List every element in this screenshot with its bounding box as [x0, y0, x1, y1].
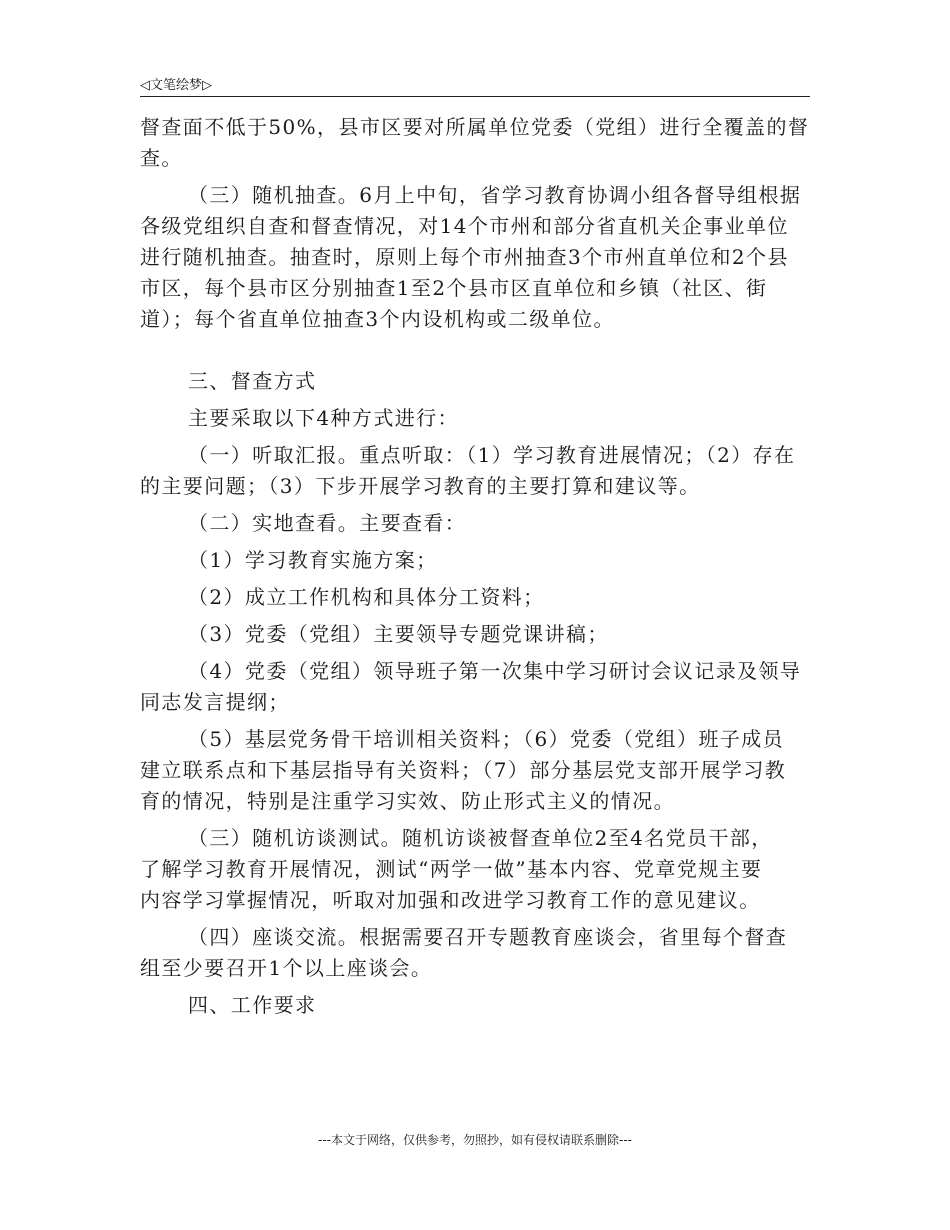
text-line: 各级党组织自查和督查情况，对14个市州和部分省直机关企事业单位	[140, 214, 789, 238]
paragraph-random-interview	[140, 823, 810, 916]
header-brand-text: ◁文笔绘梦▷	[140, 78, 212, 93]
paragraph-random-inspection	[140, 180, 810, 366]
text-line: 四、工作要求	[188, 993, 317, 1017]
text-line: 同志发言提纲；	[140, 690, 290, 714]
text-line: 育的情况，特别是注重学习实效、防止形式主义的情况。	[140, 789, 675, 813]
paragraph-listen-report	[140, 440, 810, 502]
list-item	[140, 656, 810, 718]
paragraph-1	[140, 112, 810, 174]
text-line: 主要采取以下4种方式进行：	[188, 406, 459, 430]
text-line: 三、督查方式	[188, 369, 317, 393]
text-line: （三）随机访谈测试。随机访谈被督查单位2至4名党员干部，	[188, 826, 773, 850]
text-line: （四）座谈交流。根据需要召开专题教育座谈会，省里每个督查	[188, 925, 788, 949]
section-heading-work-requirements	[140, 990, 810, 1021]
text-line: （三）随机抽查。6月上中旬，省学习教育协调小组各督导组根据	[188, 183, 802, 207]
text-line: （4）党委（党组）领导班子第一次集中学习研讨会议记录及领导	[188, 659, 802, 683]
text-line: 市区，每个县市区分别抽查1至2个县市区直单位和乡镇（社区、街	[140, 276, 768, 300]
text-line: （5）基层党务骨干培训相关资料；（6）党委（党组）班子成员	[188, 727, 785, 751]
text-line: 的主要问题；（3）下步开展学习教育的主要打算和建议等。	[140, 474, 701, 498]
section-heading-inspection-methods	[140, 366, 810, 397]
paragraph-onsite-check	[140, 508, 810, 539]
page-footer-disclaimer: ---本文于网络，仅供参考，勿照抄，如有侵权请联系删除---	[318, 1133, 632, 1147]
list-item	[140, 724, 810, 817]
list-item	[140, 545, 810, 576]
text-line: （2）成立工作机构和具体分工资料；	[188, 585, 545, 609]
text-line: 进行随机抽查。抽查时，原则上每个市州抽查3个市州直单位和2个县	[140, 245, 789, 269]
paragraph-symposium	[140, 922, 810, 984]
document-body	[140, 112, 810, 1021]
page-header	[140, 72, 810, 97]
list-item	[140, 582, 810, 613]
paragraph-methods-intro	[140, 403, 810, 434]
text-line: 了解学习教育开展情况，测试“两学一做”基本内容、党章党规主要	[140, 857, 763, 881]
text-line: 道）；每个省直单位抽查3个内设机构或二级单位。	[140, 307, 615, 331]
text-line: （一）听取汇报。重点听取：（1）学习教育进展情况；（2）存在	[188, 443, 796, 467]
text-line: （1）学习教育实施方案；	[188, 548, 438, 572]
text-line: 组至少要召开1个以上座谈会。	[140, 956, 433, 980]
text-line: 查。	[140, 146, 183, 170]
text-line: （3）党委（党组）主要领导专题党课讲稿；	[188, 622, 609, 646]
text-line: 建立联系点和下基层指导有关资料；（7）部分基层党支部开展学习教	[140, 758, 787, 782]
list-item	[140, 619, 810, 650]
text-line	[140, 335, 810, 366]
text-line: 督查面不低于50%，县市区要对所属单位党委（党组）进行全覆盖的督	[140, 115, 810, 139]
text-line: 内容学习掌握情况，听取对加强和改进学习教育工作的意见建议。	[140, 888, 761, 912]
text-line: （二）实地查看。主要查看：	[188, 511, 467, 535]
